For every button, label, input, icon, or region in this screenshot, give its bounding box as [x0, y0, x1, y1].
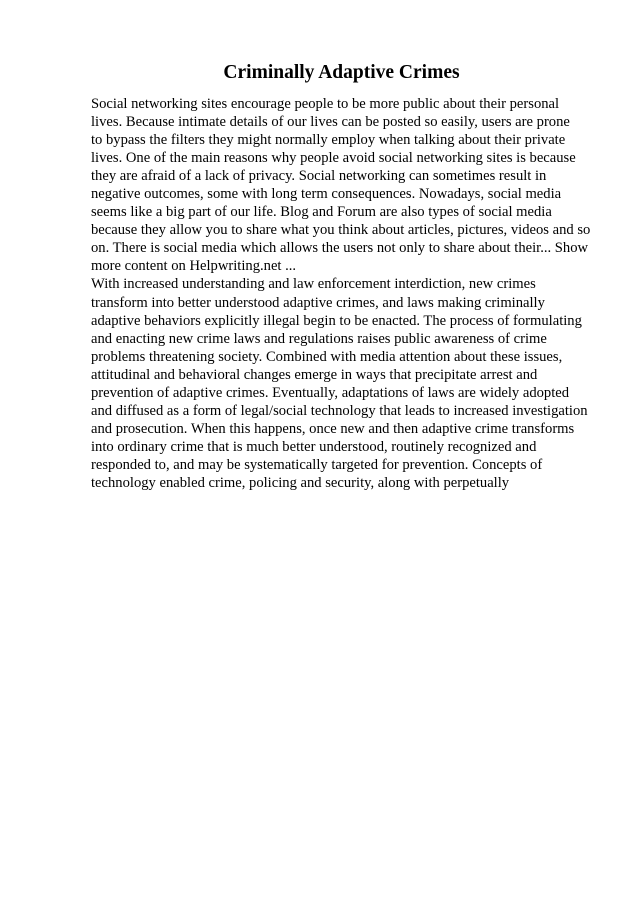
text-line: negative outcomes, some with long term consequences. Nowadays, social media — [91, 186, 562, 203]
text-line: Social networking sites encourage people to be more public about their personal — [91, 96, 560, 112]
text-line: because they allow you to share what you think about articles, pictures, videos and so — [91, 222, 591, 239]
text-line: transform into better understood adaptive crimes, and laws making criminally — [91, 294, 545, 311]
paragraph-adaptive-crimes — [91, 275, 591, 492]
text-line: lives. One of the main reasons why people avoid social networking sites is because — [91, 150, 576, 167]
text-line: and diffused as a form of legal/social technology that leads to increased investigation — [91, 402, 588, 419]
text-line: With increased understanding and law enforcement interdiction, new crimes — [91, 276, 536, 293]
text-line: prevention of adaptive crimes. Eventually, adaptations of laws are widely adopted — [91, 384, 570, 401]
text-line: responded to, and may be systematically targeted for prevention. Concepts of — [91, 456, 543, 473]
text-line: to bypass the filters they might normally employ when talking about their private — [91, 132, 566, 149]
text-line: on. There is social media which allows the users not only to share about their... Show — [91, 240, 589, 257]
text-line: lives. Because intimate details of our lives can be posted so easily, users are prone — [91, 114, 570, 131]
document-title: Criminally Adaptive Crimes — [223, 62, 460, 83]
text-line: and enacting new crime laws and regulations raises public awareness of crime — [91, 330, 547, 347]
text-line: attitudinal and behavioral changes emerge in ways that precipitate arrest and — [91, 366, 538, 383]
text-line: and prosecution. When this happens, once new and then adaptive crime transforms — [91, 420, 575, 437]
document-body — [91, 95, 591, 492]
text-line: technology enabled crime, policing and security, along with perpetually — [91, 474, 510, 491]
text-line: more content on Helpwriting.net ... — [91, 258, 297, 275]
paragraph-social-networking — [91, 95, 591, 275]
text-line: seems like a big part of our life. Blog and Forum are also types of social media — [91, 204, 552, 221]
text-line: they are afraid of a lack of privacy. Social networking can sometimes result in — [91, 168, 547, 185]
text-line: adaptive behaviors explicitly illegal begin to be enacted. The process of formulating — [91, 312, 582, 329]
text-line: problems threatening society. Combined with media attention about these issues, — [91, 348, 563, 365]
text-line: into ordinary crime that is much better understood, routinely recognized and — [91, 438, 537, 455]
